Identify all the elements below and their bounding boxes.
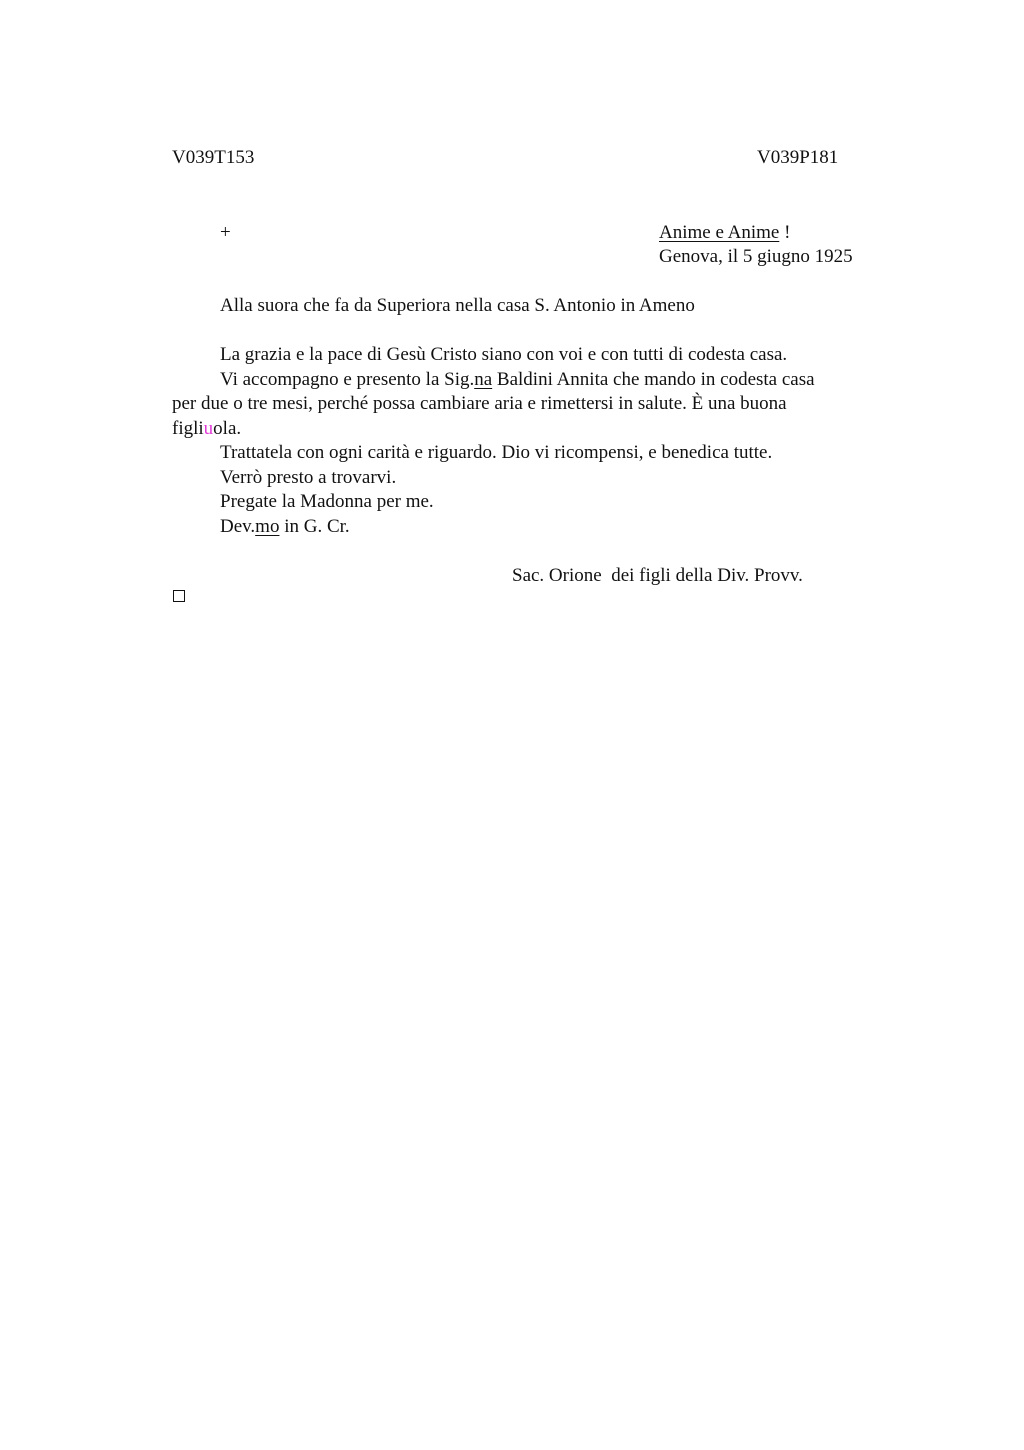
document-code-left: V039T153 xyxy=(172,147,255,168)
body-line: Pregate la Madonna per me. xyxy=(220,491,434,512)
body-text: ola. xyxy=(213,417,242,439)
abbreviation-na: na xyxy=(474,368,493,390)
body-text: Baldini Annita che mando in codesta casa xyxy=(492,368,815,390)
checkbox-square-icon xyxy=(173,590,185,602)
body-text: Vi accompagno e presento la Sig. xyxy=(220,368,475,390)
motto-text: Anime e Anime xyxy=(659,222,780,243)
body-line: Verrò presto a trovarvi. xyxy=(220,466,397,488)
closing-line xyxy=(172,515,872,540)
place-date: Genova, il 5 giugno 1925 xyxy=(659,246,853,267)
body-text: figli xyxy=(172,417,204,439)
motto xyxy=(659,221,790,245)
body-line: Trattatela con ogni carità e riguardo. Dio vi ricompensi, e benedica tutte. xyxy=(220,442,773,463)
cross-symbol: + xyxy=(220,222,231,243)
motto-punctuation: ! xyxy=(779,222,791,243)
signature: Sac. Orione dei figli della Div. Provv. xyxy=(512,565,803,586)
highlighted-letter: u xyxy=(203,417,214,439)
body-text: Dev. xyxy=(220,515,256,537)
body-line xyxy=(172,368,872,393)
abbreviation-mo: mo xyxy=(255,515,280,537)
greeting-line: La grazia e la pace di Gesù Cristo siano con voi e con tutti di codesta casa. xyxy=(220,344,788,365)
document-code-right: V039P181 xyxy=(757,147,839,168)
body-line xyxy=(172,417,872,442)
addressee: Alla suora che fa da Superiora nella casa S. Antonio in Ameno xyxy=(220,295,695,316)
letter-body xyxy=(172,343,872,539)
body-line: per due o tre mesi, perché possa cambiare aria e rimettersi in salute. È una buona xyxy=(172,393,787,414)
body-text: in G. Cr. xyxy=(279,515,350,537)
